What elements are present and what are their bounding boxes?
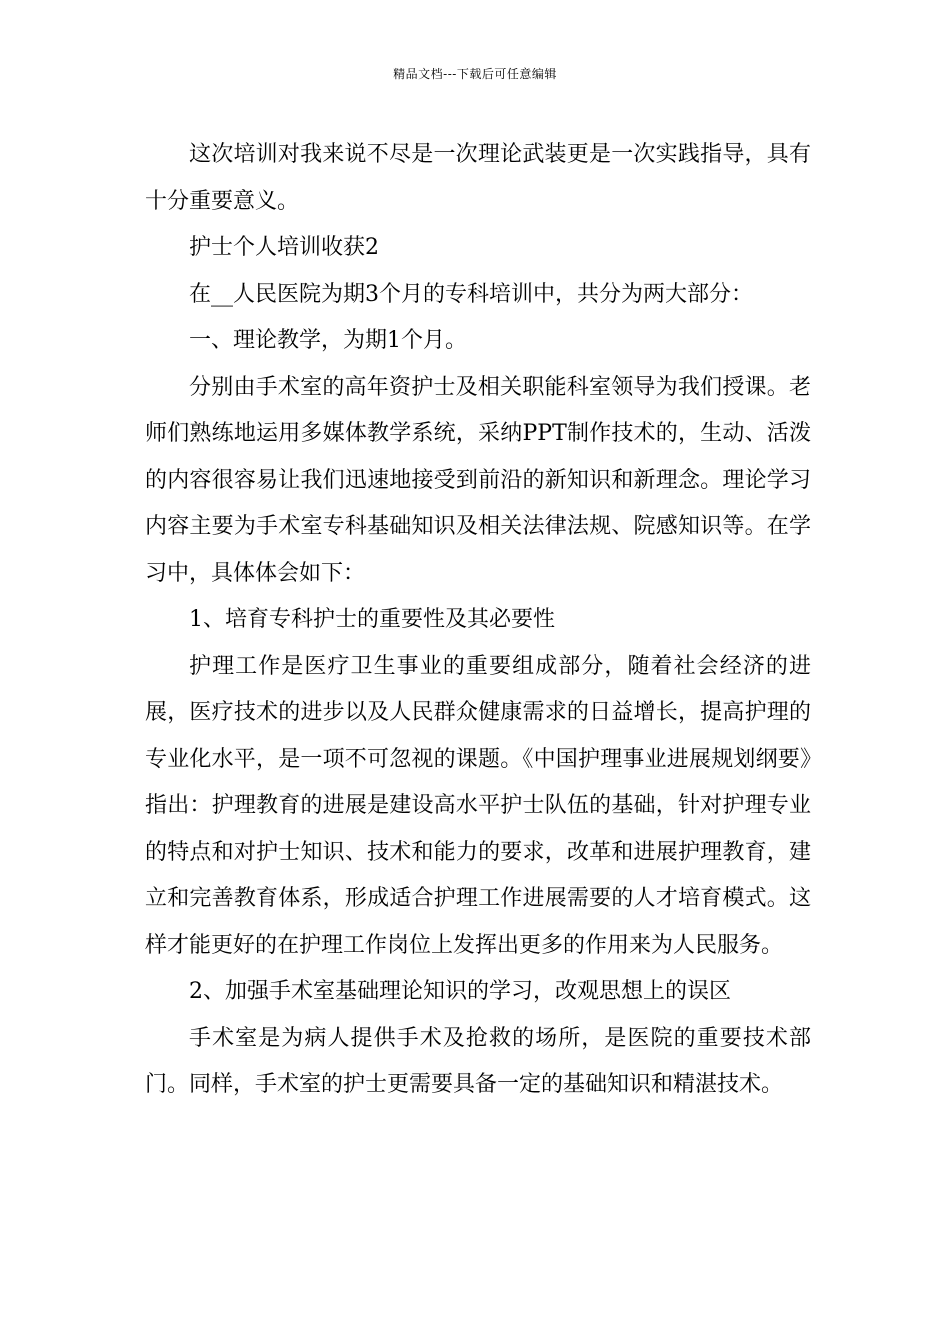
document-body — [145, 132, 811, 1109]
paragraph-point-1: 护理工作是医疗卫生事业的重要组成部分，随着社会经济的进展，医疗技术的进步以及人民群众健康需求的日益增长，提高护理的专业化水平，是一项不可忽视的课题。《中国护理事业进展规划纲要》指出：护理教育的进展是建设高水平护士队伍的基础，针对护理专业的特点和对护士知识、技术和能力的要求，改革和进展护理教育，建立和完善教育体系，形成适合护理工作进展需要的人才培育模式。这样才能更好的在护理工作岗位上发挥出更多的作用来为人民服务。 — [145, 653, 811, 958]
paragraph-training-overview: 在__人民医院为期3个月的专科培训中，共分为两大部分： — [189, 281, 753, 307]
heading-theory-teaching: 一、理论教学，为期1个月。 — [189, 328, 467, 353]
paragraph-intro-conclusion: 这次培训对我来说不尽是一次理论武装更是一次实践指导，具有十分重要意义。 — [145, 142, 811, 214]
subheading-point-2: 2、加强手术室基础理论知识的学习，改观思想上的误区 — [189, 979, 731, 1004]
section-title: 护士个人培训收获2 — [189, 235, 379, 260]
paragraph-theory-details: 分别由手术室的高年资护士及相关职能科室领导为我们授课。老师们熟练地运用多媒体教学系统，采纳PPT制作技术的，生动、活泼的内容很容易让我们迅速地接受到前沿的新知识和新理念。理论学习内容主要为手术室专科基础知识及相关法律法规、院感知识等。在学习中，具体体会如下： — [145, 374, 811, 586]
page-header: 精品文档---下载后可任意编辑 — [393, 67, 557, 81]
subheading-point-1: 1、培育专科护士的重要性及其必要性 — [189, 607, 555, 632]
paragraph-point-2: 手术室是为病人提供手术及抢救的场所，是医院的重要技术部门。同样，手术室的护士更需要具备一定的基础知识和精湛技术。 — [145, 1025, 811, 1097]
